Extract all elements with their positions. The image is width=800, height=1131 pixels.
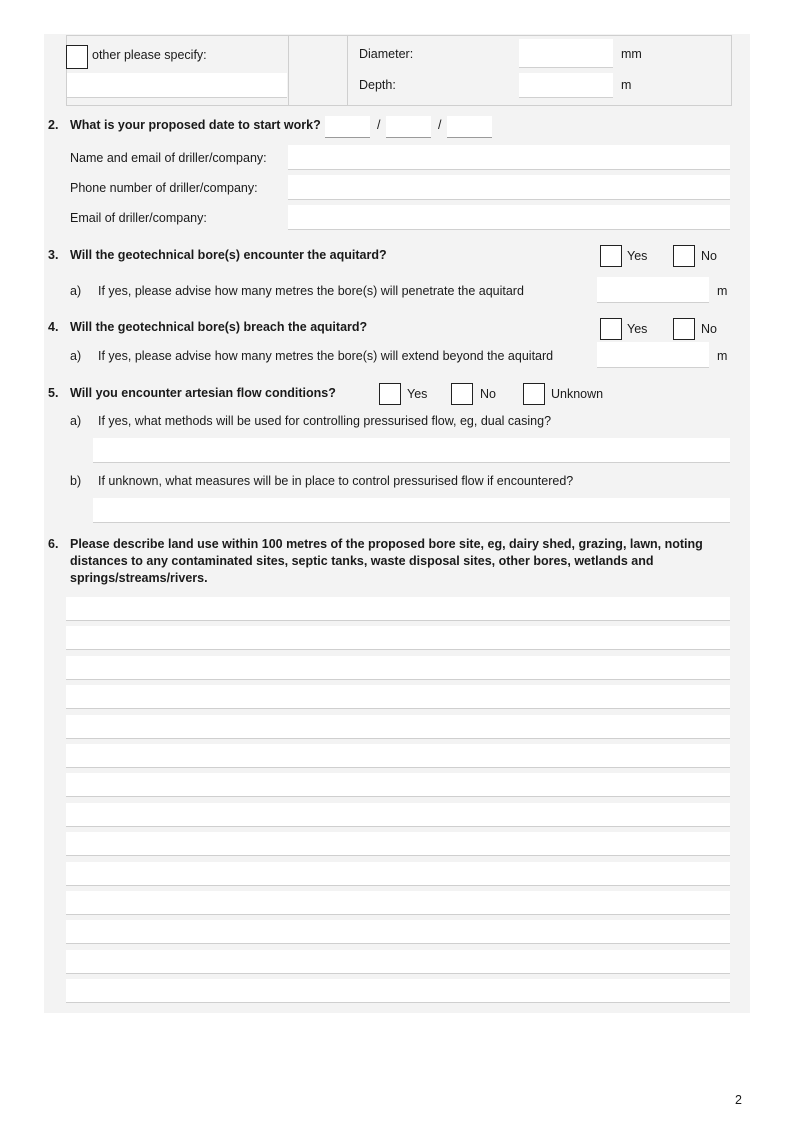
q4-no-label: No bbox=[701, 322, 717, 336]
answer-line[interactable] bbox=[66, 685, 730, 709]
q4a-letter: a) bbox=[70, 349, 82, 363]
driller-phone-input[interactable] bbox=[288, 175, 730, 200]
answer-line[interactable] bbox=[66, 979, 730, 1003]
q3-number: 3. bbox=[48, 248, 59, 262]
answer-line[interactable] bbox=[66, 891, 730, 915]
q5a-text: If yes, what methods will be used for controlling pressurised flow, eg, dual casing? bbox=[98, 414, 552, 428]
driller-email-label: Email of driller/company: bbox=[70, 211, 207, 225]
answer-line[interactable] bbox=[66, 656, 730, 680]
q4a-metres-input[interactable] bbox=[597, 342, 709, 368]
q6-number: 6. bbox=[48, 537, 59, 551]
q5-number: 5. bbox=[48, 386, 59, 400]
answer-line[interactable] bbox=[66, 626, 730, 650]
q3a-text: If yes, please advise how many metres the bore(s) will penetrate the aquitard bbox=[98, 284, 524, 298]
q3-yes-checkbox[interactable] bbox=[600, 245, 622, 267]
driller-name-input[interactable] bbox=[288, 145, 730, 170]
q5b-measures-input[interactable] bbox=[93, 498, 730, 523]
q3-question: Will the geotechnical bore(s) encounter the aquitard? bbox=[70, 248, 387, 262]
diameter-label: Diameter: bbox=[359, 47, 414, 61]
date-separator: / bbox=[438, 118, 442, 132]
land-use-textarea[interactable] bbox=[66, 597, 730, 1007]
q5b-letter: b) bbox=[70, 474, 82, 488]
diameter-input[interactable] bbox=[519, 39, 613, 68]
answer-line[interactable] bbox=[66, 715, 730, 739]
answer-line[interactable] bbox=[66, 950, 730, 974]
depth-input[interactable] bbox=[519, 73, 613, 98]
q4-yes-checkbox[interactable] bbox=[600, 318, 622, 340]
q4-yes-label: Yes bbox=[627, 322, 648, 336]
q3-no-label: No bbox=[701, 249, 717, 263]
answer-line[interactable] bbox=[66, 744, 730, 768]
driller-name-label: Name and email of driller/company: bbox=[70, 151, 267, 165]
answer-line[interactable] bbox=[66, 862, 730, 886]
q6-question: Please describe land use within 100 metres of the proposed bore site, eg, dairy shed, grazing, lawn, noting distances to any contaminated sites, septic tanks, waste disposal sites, other bores, wetlands and springs/streams/rivers. bbox=[70, 537, 703, 585]
table-divider bbox=[347, 36, 348, 105]
q4-no-checkbox[interactable] bbox=[673, 318, 695, 340]
q3a-unit: m bbox=[717, 284, 728, 298]
page-number: 2 bbox=[735, 1093, 742, 1107]
table-divider bbox=[288, 36, 289, 105]
answer-line[interactable] bbox=[66, 773, 730, 797]
q5a-methods-input[interactable] bbox=[93, 438, 730, 463]
q3a-metres-input[interactable] bbox=[597, 277, 709, 303]
depth-unit: m bbox=[621, 78, 632, 92]
depth-label: Depth: bbox=[359, 78, 396, 92]
q5b-text: If unknown, what measures will be in place to control pressurised flow if encountered? bbox=[98, 474, 574, 488]
q4-number: 4. bbox=[48, 320, 59, 334]
date-month-input[interactable] bbox=[386, 116, 431, 138]
q4-question: Will the geotechnical bore(s) breach the aquitard? bbox=[70, 320, 368, 334]
q5-yes-label: Yes bbox=[407, 387, 428, 401]
q3a-letter: a) bbox=[70, 284, 82, 298]
q5a-letter: a) bbox=[70, 414, 82, 428]
q3-no-checkbox[interactable] bbox=[673, 245, 695, 267]
date-day-input[interactable] bbox=[325, 116, 370, 138]
date-separator: / bbox=[377, 118, 381, 132]
q5-unknown-label: Unknown bbox=[551, 387, 604, 401]
q3-yes-label: Yes bbox=[627, 249, 648, 263]
q5-question: Will you encounter artesian flow conditions? bbox=[70, 386, 336, 400]
q5-no-label: No bbox=[480, 387, 496, 401]
q4a-unit: m bbox=[717, 349, 728, 363]
date-year-input[interactable] bbox=[447, 116, 492, 138]
other-checkbox[interactable] bbox=[66, 45, 88, 69]
q4a-text: If yes, please advise how many metres the bore(s) will extend beyond the aquitard bbox=[98, 349, 554, 363]
q5-yes-checkbox[interactable] bbox=[379, 383, 401, 405]
answer-line[interactable] bbox=[66, 920, 730, 944]
answer-line[interactable] bbox=[66, 803, 730, 827]
other-specify-input[interactable] bbox=[67, 73, 287, 98]
answer-line[interactable] bbox=[66, 832, 730, 856]
q2-number: 2. bbox=[48, 118, 59, 132]
diameter-unit: mm bbox=[621, 47, 642, 61]
driller-email-input[interactable] bbox=[288, 205, 730, 230]
answer-line[interactable] bbox=[66, 597, 730, 621]
q5-unknown-checkbox[interactable] bbox=[523, 383, 545, 405]
driller-phone-label: Phone number of driller/company: bbox=[70, 181, 258, 195]
q5-no-checkbox[interactable] bbox=[451, 383, 473, 405]
other-label: other please specify: bbox=[92, 48, 207, 62]
q2-question: What is your proposed date to start work? bbox=[70, 118, 321, 132]
